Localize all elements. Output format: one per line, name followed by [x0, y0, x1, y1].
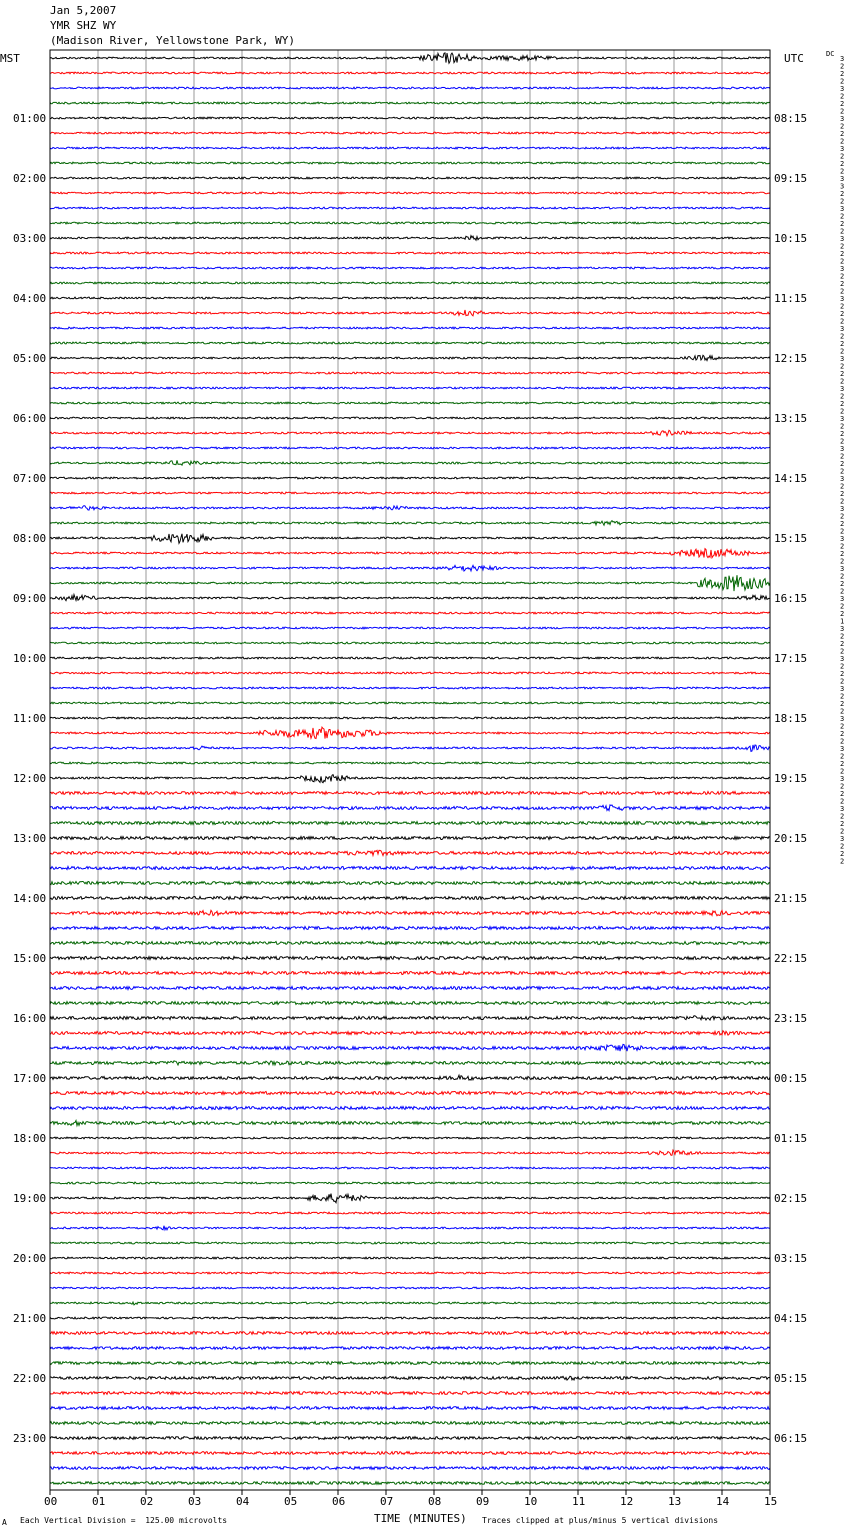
- dc-offset-value: 2: [840, 212, 845, 221]
- right-hour-label: 20:15: [774, 832, 808, 845]
- dc-offset-value: 2: [840, 497, 845, 506]
- seismic-trace: [50, 1061, 770, 1065]
- seismic-trace: [50, 492, 770, 494]
- x-tick-label: 01: [92, 1495, 106, 1508]
- left-hour-label: 18:00: [13, 1132, 47, 1145]
- dc-offset-value: 2: [840, 167, 845, 176]
- seismic-trace: [50, 177, 770, 179]
- seismic-trace: [50, 342, 770, 344]
- dc-offset-value: 2: [840, 580, 845, 588]
- seismic-trace: [50, 192, 770, 194]
- dc-offset-value: 2: [840, 107, 845, 116]
- dc-offset-value: 3: [840, 775, 845, 783]
- seismic-trace: [50, 1044, 770, 1051]
- dc-offset-value: 3: [840, 475, 845, 483]
- dc-offset-value: 2: [840, 670, 845, 678]
- seismic-trace: [50, 1392, 770, 1395]
- dc-offset-column: [826, 50, 844, 866]
- right-hour-label: 01:15: [774, 1132, 808, 1145]
- left-hour-label: 08:00: [13, 532, 47, 545]
- dc-offset-value: 3: [840, 295, 845, 303]
- seismic-trace: [50, 565, 770, 571]
- dc-offset-value: 3: [840, 175, 845, 183]
- seismic-trace: [50, 775, 770, 783]
- dc-offset-value: 3: [840, 385, 845, 393]
- seismic-trace: [50, 387, 770, 389]
- dc-offset-value: 2: [840, 797, 845, 806]
- dc-offset-value: 3: [840, 625, 845, 633]
- dc-offset-value: 2: [840, 280, 845, 288]
- dc-offset-value: 3: [840, 205, 845, 213]
- dc-offset-value: 2: [840, 647, 845, 656]
- dc-header: DC: [826, 50, 835, 58]
- right-hour-label: 16:15: [774, 592, 808, 605]
- seismic-trace: [50, 1347, 770, 1350]
- dc-offset-value: 2: [840, 707, 845, 716]
- left-hour-label: 17:00: [13, 1072, 47, 1085]
- dc-offset-value: 2: [840, 370, 845, 378]
- dc-offset-value: 2: [840, 587, 845, 596]
- x-tick-label: 00: [44, 1495, 58, 1508]
- dc-offset-value: 2: [840, 452, 845, 461]
- left-timezone-label: MST: [0, 52, 20, 65]
- seismic-trace: [50, 1272, 770, 1274]
- right-hour-label: 05:15: [774, 1372, 808, 1385]
- left-hour-label: 03:00: [13, 232, 47, 245]
- dc-offset-value: 2: [840, 422, 845, 431]
- seismic-trace: [50, 762, 770, 764]
- dc-offset-value: 2: [840, 400, 845, 408]
- x-tick-label: 03: [188, 1495, 202, 1508]
- dc-offset-value: 2: [840, 392, 845, 401]
- dc-offset-value: 2: [840, 812, 845, 821]
- dc-offset-value: 2: [840, 130, 845, 138]
- seismic-trace: [50, 1167, 770, 1169]
- dc-offset-value: 2: [840, 460, 845, 468]
- seismic-trace: [50, 53, 770, 63]
- dc-offset-value: 3: [840, 745, 845, 753]
- seismic-trace: [50, 595, 770, 601]
- dc-offset-value: 2: [840, 362, 845, 371]
- dc-offset-value: 2: [840, 340, 845, 348]
- seismic-trace: [50, 642, 770, 644]
- right-hour-label: 08:15: [774, 112, 808, 125]
- dc-offset-value: 2: [840, 100, 845, 108]
- dc-offset-value: 2: [840, 377, 845, 386]
- dc-offset-value: 2: [840, 557, 845, 566]
- dc-offset-value: 2: [840, 550, 845, 558]
- seismic-trace: [50, 1437, 770, 1440]
- seismic-trace: [50, 1257, 770, 1259]
- right-hour-label: 22:15: [774, 952, 808, 965]
- seismic-trace: [50, 460, 770, 465]
- seismic-trace: [50, 1302, 770, 1305]
- dc-offset-value: 2: [840, 227, 845, 236]
- seismic-trace: [50, 477, 770, 479]
- dc-offset-value: 2: [840, 287, 845, 296]
- right-hour-label: 18:15: [774, 712, 808, 725]
- right-hour-label: 09:15: [774, 172, 808, 185]
- seismic-trace: [50, 1482, 770, 1485]
- seismic-trace: [50, 207, 770, 209]
- seismic-trace: [50, 222, 770, 224]
- seismic-trace: [50, 417, 770, 419]
- dc-offset-value: 2: [840, 857, 845, 866]
- station-location: (Madison River, Yellowstone Park, WY): [50, 34, 296, 47]
- plot-date: Jan 5,2007: [50, 4, 117, 17]
- seismic-trace: [50, 1107, 770, 1110]
- dc-offset-value: 2: [840, 737, 845, 746]
- dc-offset-value: 3: [840, 835, 845, 843]
- right-hour-label: 19:15: [774, 772, 808, 785]
- x-tick-label: 07: [380, 1495, 394, 1508]
- dc-offset-value: 3: [840, 115, 845, 123]
- x-tick-label: 15: [764, 1495, 778, 1508]
- seismic-trace: [50, 1092, 770, 1095]
- right-hour-label: 21:15: [774, 892, 808, 905]
- seismic-trace: [50, 267, 770, 269]
- dc-offset-value: 2: [840, 272, 845, 281]
- seismic-trace: [50, 867, 770, 870]
- scale-note: Each Vertical Division = 125.00 microvolts: [20, 1516, 228, 1525]
- left-hour-label: 02:00: [13, 172, 47, 185]
- seismic-trace: [50, 910, 770, 915]
- x-tick-label: 13: [668, 1495, 682, 1508]
- dc-offset-value: 2: [840, 632, 845, 641]
- dc-offset-value: 2: [840, 70, 845, 78]
- dc-offset-value: 3: [840, 145, 845, 153]
- dc-offset-value: 2: [840, 827, 845, 836]
- dc-offset-value: 2: [840, 482, 845, 491]
- dc-offset-value: 2: [840, 610, 845, 618]
- seismic-traces: [50, 53, 770, 1485]
- seismic-trace: [50, 745, 770, 752]
- seismic-trace: [50, 957, 770, 960]
- seismic-trace: [50, 657, 770, 659]
- seismic-trace: [50, 1182, 770, 1184]
- dc-offset-value: 2: [840, 242, 845, 251]
- dc-offset-value: 3: [840, 805, 845, 813]
- left-hour-label: 20:00: [13, 1252, 47, 1265]
- seismic-trace: [50, 1212, 770, 1214]
- dc-offset-value: 2: [840, 662, 845, 671]
- dc-offset-value: 2: [840, 137, 845, 146]
- seismic-trace: [50, 1422, 770, 1425]
- right-hour-label: 17:15: [774, 652, 808, 665]
- seismic-trace: [50, 430, 770, 436]
- x-axis-title: TIME (MINUTES): [374, 1512, 467, 1525]
- seismic-trace: [50, 702, 770, 704]
- dc-offset-value: 2: [840, 77, 845, 86]
- dc-offset-value: 2: [840, 767, 845, 776]
- right-hour-label: 00:15: [774, 1072, 808, 1085]
- dc-offset-value: 2: [840, 722, 845, 731]
- left-hour-label: 06:00: [13, 412, 47, 425]
- seismic-trace: [50, 236, 770, 241]
- dc-offset-value: 3: [840, 85, 845, 93]
- seismic-trace: [50, 687, 770, 689]
- seismic-trace: [50, 987, 770, 990]
- left-hour-label: 04:00: [13, 292, 47, 305]
- left-hour-label: 13:00: [13, 832, 47, 845]
- seismic-trace: [50, 147, 770, 149]
- seismic-trace: [50, 102, 770, 104]
- dc-offset-value: 2: [840, 760, 845, 768]
- dc-offset-value: 2: [840, 700, 845, 708]
- seismic-trace: [50, 1002, 770, 1005]
- seismic-trace: [50, 1362, 770, 1365]
- seismic-trace: [50, 1287, 770, 1289]
- seismic-trace: [50, 1031, 770, 1035]
- x-tick-label: 10: [524, 1495, 538, 1508]
- x-tick-label: 06: [332, 1495, 346, 1508]
- dc-offset-value: 3: [840, 265, 845, 273]
- seismic-trace: [50, 575, 770, 591]
- x-tick-label: 08: [428, 1495, 442, 1508]
- right-hour-label: 10:15: [774, 232, 808, 245]
- seismic-trace: [50, 927, 770, 930]
- left-hour-label: 23:00: [13, 1432, 47, 1445]
- left-hour-label: 14:00: [13, 892, 47, 905]
- dc-offset-value: 2: [840, 782, 845, 791]
- seismic-trace: [50, 1194, 770, 1203]
- seismic-trace: [50, 837, 770, 840]
- left-hour-label: 10:00: [13, 652, 47, 665]
- seismic-trace: [50, 282, 770, 284]
- dc-offset-value: 2: [840, 310, 845, 318]
- seismic-trace: [50, 850, 770, 855]
- seismic-trace: [50, 1075, 770, 1080]
- left-hour-label: 12:00: [13, 772, 47, 785]
- dc-offset-value: 2: [840, 640, 845, 648]
- seismic-trace: [50, 162, 770, 164]
- dc-offset-value: 3: [840, 445, 845, 453]
- seismic-trace: [50, 727, 770, 738]
- dc-offset-value: 2: [840, 347, 845, 356]
- seismic-trace: [50, 534, 770, 544]
- seismic-trace: [50, 1407, 770, 1410]
- seismic-trace: [50, 297, 770, 299]
- seismic-trace: [50, 1317, 770, 1319]
- dc-offset-value: 2: [840, 467, 845, 476]
- dc-offset-value: 3: [840, 325, 845, 333]
- corner-mark: A: [2, 1518, 7, 1527]
- left-hour-label: 21:00: [13, 1312, 47, 1325]
- right-hour-label: 04:15: [774, 1312, 808, 1325]
- left-hour-label: 16:00: [13, 1012, 47, 1025]
- seismic-trace: [50, 252, 770, 254]
- seismic-trace: [50, 549, 770, 558]
- dc-offset-value: 2: [840, 692, 845, 701]
- dc-offset-value: 2: [840, 92, 845, 101]
- seismic-trace: [50, 627, 770, 629]
- dc-offset-value: 2: [840, 572, 845, 581]
- seismic-trace: [50, 1226, 770, 1230]
- seismic-trace: [50, 1121, 770, 1126]
- clip-note: Traces clipped at plus/minus 5 vertical divisions: [482, 1516, 719, 1525]
- right-hour-label: 03:15: [774, 1252, 808, 1265]
- seismic-trace: [50, 822, 770, 825]
- dc-offset-value: 3: [840, 182, 845, 191]
- seismic-trace: [50, 506, 770, 510]
- station-code: YMR SHZ WY: [50, 19, 117, 32]
- right-hour-label: 13:15: [774, 412, 808, 425]
- dc-offset-value: 3: [840, 415, 845, 423]
- seismic-trace: [50, 310, 770, 316]
- seismic-trace: [50, 447, 770, 449]
- seismic-trace: [50, 942, 770, 945]
- dc-offset-value: 3: [840, 715, 845, 723]
- seismic-trace: [50, 805, 770, 811]
- left-hour-label: 01:00: [13, 112, 47, 125]
- dc-offset-value: 3: [840, 55, 845, 63]
- seismic-trace: [50, 882, 770, 885]
- dc-offset-value: 3: [840, 685, 845, 693]
- left-hour-label: 15:00: [13, 952, 47, 965]
- dc-offset-value: 2: [840, 302, 845, 311]
- dc-offset-value: 2: [840, 220, 845, 228]
- seismic-trace: [50, 355, 770, 360]
- left-hour-label: 05:00: [13, 352, 47, 365]
- seismic-trace: [50, 1332, 770, 1335]
- dc-offset-value: 2: [840, 542, 845, 551]
- dc-offset-value: 2: [840, 430, 845, 438]
- right-hour-label: 14:15: [774, 472, 808, 485]
- dc-offset-value: 3: [840, 595, 845, 603]
- seismic-trace: [50, 117, 770, 119]
- right-hour-label: 06:15: [774, 1432, 808, 1445]
- dc-offset-value: 2: [840, 527, 845, 536]
- seismic-trace: [50, 521, 770, 526]
- seismic-trace: [50, 87, 770, 89]
- seismic-trace: [50, 402, 770, 404]
- seismic-trace: [50, 1016, 770, 1020]
- seismic-trace: [50, 72, 770, 74]
- left-hour-label: 07:00: [13, 472, 47, 485]
- seismic-trace: [50, 1150, 770, 1155]
- seismic-trace: [50, 717, 770, 719]
- right-hour-label: 02:15: [774, 1192, 808, 1205]
- left-hour-label: 11:00: [13, 712, 47, 725]
- dc-offset-value: 3: [840, 655, 845, 663]
- dc-offset-value: 2: [840, 190, 845, 198]
- dc-offset-value: 2: [840, 407, 845, 416]
- left-hour-label: 22:00: [13, 1372, 47, 1385]
- x-tick-label: 02: [140, 1495, 154, 1508]
- dc-offset-value: 2: [840, 437, 845, 446]
- dc-offset-value: 2: [840, 677, 845, 686]
- dc-offset-value: 2: [840, 160, 845, 168]
- dc-offset-value: 3: [840, 505, 845, 513]
- x-tick-label: 14: [716, 1495, 730, 1508]
- x-tick-label: 12: [620, 1495, 634, 1508]
- seismic-trace: [50, 372, 770, 374]
- dc-offset-value: 2: [840, 152, 845, 161]
- dc-offset-value: 2: [840, 62, 845, 71]
- dc-offset-value: 2: [840, 317, 845, 326]
- dc-offset-value: 2: [840, 602, 845, 611]
- left-hour-label: 09:00: [13, 592, 47, 605]
- seismic-trace: [50, 792, 770, 795]
- dc-offset-value: 1: [840, 617, 845, 626]
- seismic-trace: [50, 897, 770, 900]
- dc-offset-value: 2: [840, 197, 845, 206]
- x-tick-label: 04: [236, 1495, 250, 1508]
- right-hour-label: 12:15: [774, 352, 808, 365]
- seismic-trace: [50, 672, 770, 674]
- dc-offset-value: 2: [840, 842, 845, 851]
- dc-offset-value: 2: [840, 790, 845, 798]
- seismic-trace: [50, 1376, 770, 1380]
- dc-offset-value: 2: [840, 332, 845, 341]
- seismic-trace: [50, 132, 770, 134]
- dc-offset-value: 2: [840, 257, 845, 266]
- dc-offset-value: 3: [840, 565, 845, 573]
- seismic-trace: [50, 327, 770, 329]
- dc-offset-value: 2: [840, 490, 845, 498]
- seismic-trace: [50, 1137, 770, 1139]
- dc-offset-value: 2: [840, 250, 845, 258]
- dc-offset-value: 2: [840, 850, 845, 858]
- dc-offset-value: 3: [840, 535, 845, 543]
- right-hour-label: 11:15: [774, 292, 808, 305]
- right-hour-label: 23:15: [774, 1012, 808, 1025]
- dc-offset-value: 3: [840, 355, 845, 363]
- dc-offset-value: 2: [840, 512, 845, 521]
- seismic-trace: [50, 972, 770, 975]
- x-tick-label: 11: [572, 1495, 586, 1508]
- right-hour-label: 15:15: [774, 532, 808, 545]
- dc-offset-value: 2: [840, 122, 845, 131]
- dc-offset-value: 2: [840, 520, 845, 528]
- seismic-trace: [50, 1467, 770, 1470]
- dc-offset-value: 3: [840, 235, 845, 243]
- x-tick-label: 05: [284, 1495, 298, 1508]
- dc-offset-value: 2: [840, 730, 845, 738]
- x-axis-ticks: [44, 1490, 777, 1508]
- dc-offset-value: 2: [840, 820, 845, 828]
- right-timezone-label: UTC: [784, 52, 804, 65]
- seismic-trace: [50, 612, 770, 614]
- seismic-trace: [50, 1452, 770, 1455]
- seismic-trace: [50, 1242, 770, 1244]
- x-tick-label: 09: [476, 1495, 490, 1508]
- dc-offset-value: 2: [840, 752, 845, 761]
- left-hour-label: 19:00: [13, 1192, 47, 1205]
